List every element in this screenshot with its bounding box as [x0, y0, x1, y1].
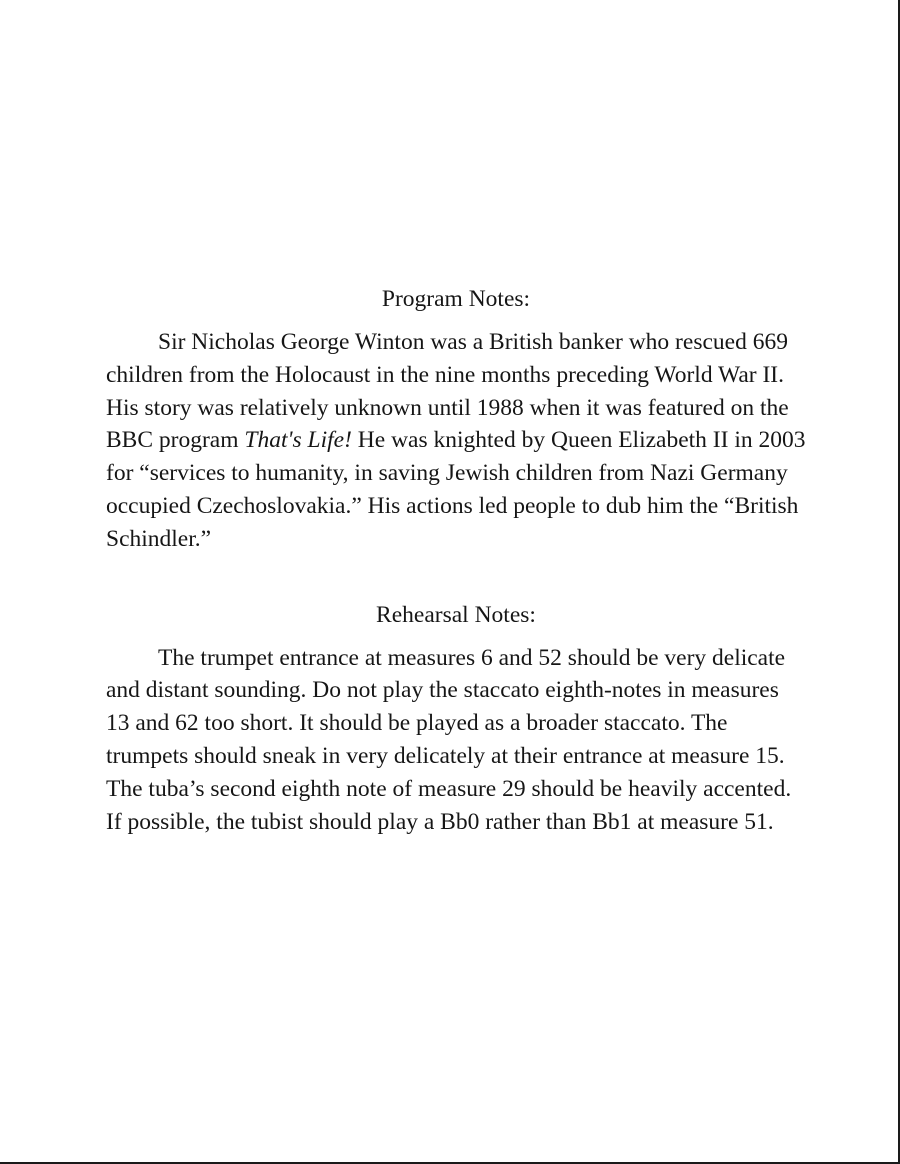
- program-notes-text-end: He was knighted by Queen Elizabeth II in 2003 for “services to humanity, in saving Jewish children from Nazi Germany occupied Czechoslovakia.” His actions led people to dub him the “British Schindler.”: [106, 427, 806, 552]
- program-title: That's Life!: [244, 427, 352, 454]
- program-notes-heading: Program Notes:: [381, 286, 531, 312]
- rehearsal-notes-heading: Rehearsal Notes:: [376, 601, 536, 628]
- notes-content: [106, 282, 806, 838]
- program-notes-paragraph: [106, 326, 806, 556]
- rehearsal-notes-paragraph: The trumpet entrance at measures 6 and 52 should be very delicate and distant sounding. Do not play the staccato eighth-notes in measures 13 and 62 too short. It should be played as a broader staccato. The trumpets should sneak in very delicately at their entrance at measure 15. The tuba’s second eighth note of measure 29 should be heavily accented. If possible, the tubist should play a Bb0 rather than Bb1 at measure 51.: [106, 644, 792, 835]
- program-notes-text-start: Sir Nicholas George Winton was a British banker who rescued 669 children from the Holocaust in the nine months preceding World War II. His story was relatively unknown until 1988 when it was featured on the BBC program: [106, 329, 789, 454]
